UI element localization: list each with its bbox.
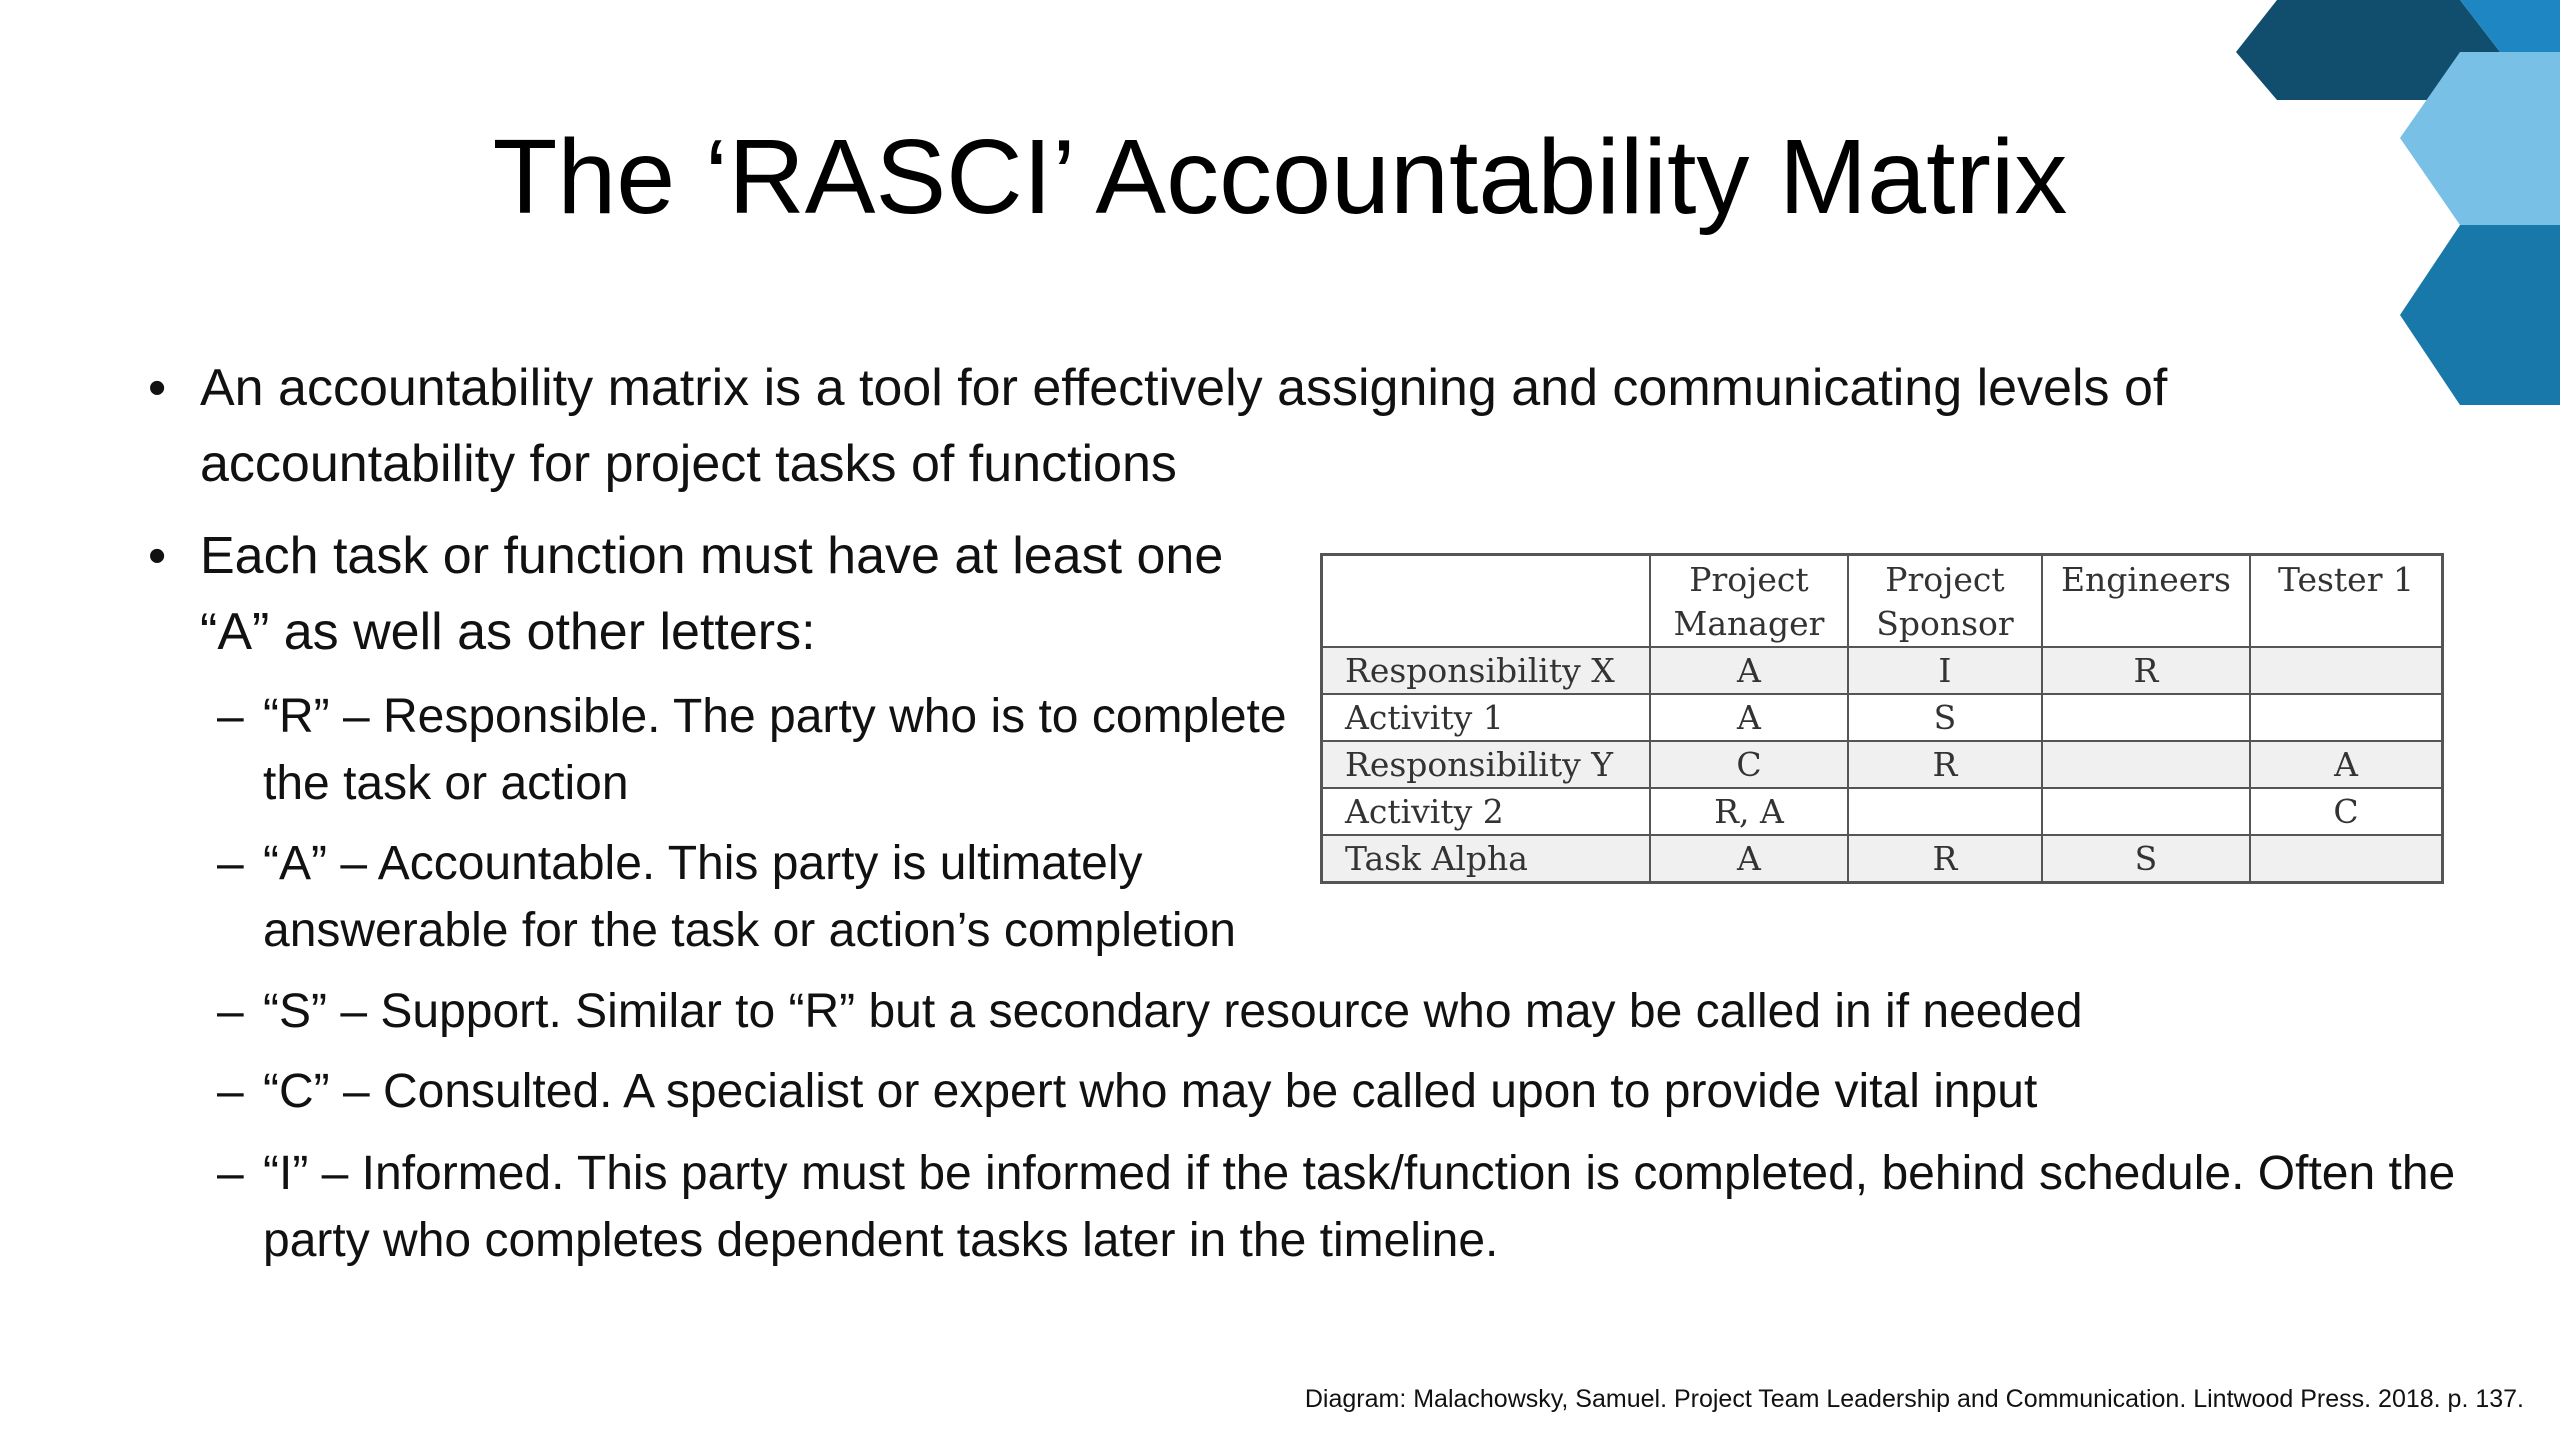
table-cell — [2250, 694, 2443, 741]
table-cell — [2250, 647, 2443, 694]
sub-bullet-text: “S” – Support. Similar to “R” but a secondary resource who may be called in if needed — [263, 985, 2083, 1038]
table-cell: A — [2250, 741, 2443, 788]
table-cell — [1848, 788, 2042, 835]
dash-marker: – — [217, 690, 244, 743]
table-cell: R — [1848, 741, 2042, 788]
table-row — [1322, 741, 2443, 788]
table-cell: I — [1848, 647, 2042, 694]
sub-bullet-text: “R” – Responsible. The party who is to complete the task or action — [263, 690, 1287, 810]
header-cell: Engineers — [2042, 555, 2250, 648]
slide-title: The ‘RASCI’ Accountability Matrix — [492, 118, 2068, 236]
table-cell: S — [2042, 835, 2250, 883]
table-row — [1322, 647, 2443, 694]
table-cell — [2250, 835, 2443, 883]
dash-marker: – — [217, 1065, 244, 1118]
citation-text: Diagram: Malachowsky, Samuel. Project Team Leadership and Communication. Lintwood Press. 2018. p. 137. — [1304, 1385, 2524, 1413]
table-row — [1322, 694, 2443, 741]
dash-marker: – — [217, 985, 244, 1038]
rasci-matrix-table — [1320, 553, 2444, 884]
header-cell: Tester 1 — [2250, 555, 2443, 648]
row-label-cell: Activity 1 — [1322, 694, 1650, 741]
row-label-cell: Activity 2 — [1322, 788, 1650, 835]
table-cell: S — [1848, 694, 2042, 741]
table-header-row — [1322, 555, 2443, 648]
header-cell — [1322, 555, 1650, 648]
dash-marker: – — [217, 837, 244, 890]
row-label-cell: Task Alpha — [1322, 835, 1650, 883]
table-row — [1322, 835, 2443, 883]
row-label-cell: Responsibility Y — [1322, 741, 1650, 788]
table-cell: R, A — [1650, 788, 1848, 835]
table-row — [1322, 788, 2443, 835]
hexagon-mid-shape — [2400, 225, 2560, 405]
bullet-marker: • — [148, 359, 167, 417]
table-cell: R — [1848, 835, 2042, 883]
table-cell — [2042, 741, 2250, 788]
sub-bullet-item — [217, 830, 1383, 964]
table-cell: C — [2250, 788, 2443, 835]
header-cell: Project Sponsor — [1848, 555, 2042, 648]
table-cell: A — [1650, 694, 1848, 741]
sub-bullet-item — [217, 1058, 2463, 1125]
sub-bullet-item — [217, 1140, 2463, 1274]
bullet-item — [148, 518, 1280, 670]
sub-bullet-item — [217, 683, 1313, 817]
bullet-text: Each task or function must have at least one “A” as well as other letters: — [200, 527, 1224, 661]
bullet-marker: • — [148, 527, 167, 585]
table-cell — [2042, 788, 2250, 835]
sub-bullet-text: “I” – Informed. This party must be informed if the task/function is completed, behind schedule. Often the party who completes dependent tasks later in the timeline. — [263, 1147, 2456, 1267]
sub-bullet-text: “A” – Accountable. This party is ultimately answerable for the task or action’s completion — [263, 837, 1236, 957]
row-label-cell: Responsibility X — [1322, 647, 1650, 694]
bullet-item — [148, 350, 2400, 502]
table-cell: C — [1650, 741, 1848, 788]
table-cell: R — [2042, 647, 2250, 694]
sub-bullet-text: “C” – Consulted. A specialist or expert who may be called upon to provide vital input — [263, 1065, 2038, 1118]
table-cell: A — [1650, 835, 1848, 883]
header-cell: Project Manager — [1650, 555, 1848, 648]
bullet-text: An accountability matrix is a tool for effectively assigning and communicating levels of accountability for project tasks of functions — [200, 359, 2168, 493]
dash-marker: – — [217, 1147, 244, 1200]
table-cell: A — [1650, 647, 1848, 694]
sub-bullet-item — [217, 978, 2463, 1045]
table-cell — [2042, 694, 2250, 741]
